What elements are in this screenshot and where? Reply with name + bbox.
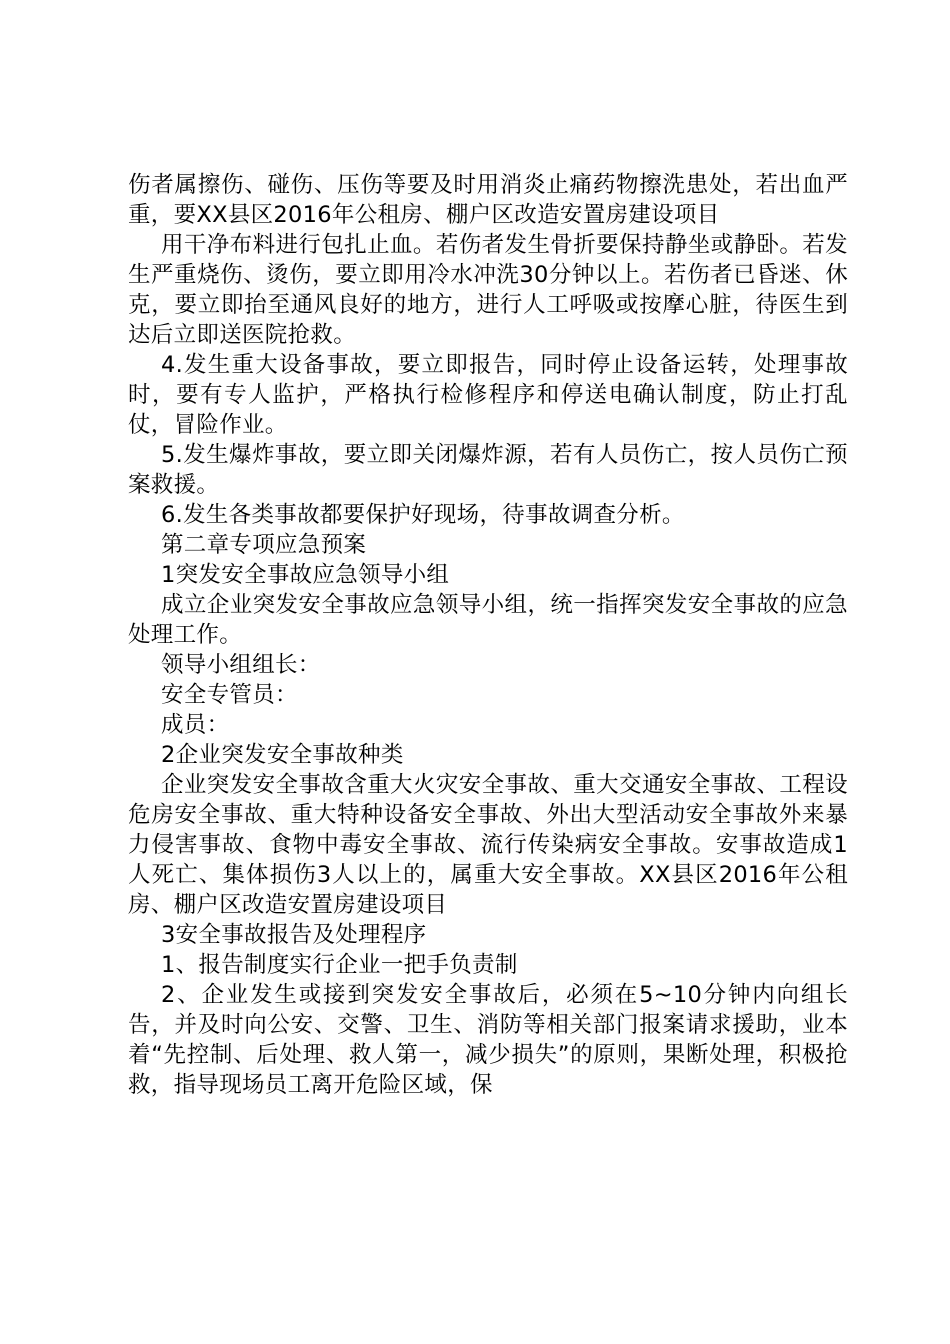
chapter-heading: 第二章专项应急预案 [161,532,367,558]
paragraph-1: 伤者属擦伤、碰伤、压伤等要及时用消炎止痛药物擦洗患处，若出血严重，要XX县区2016年公租房、棚户区改造安置房建设项目 [128,172,848,228]
section-heading-1: 1突发安全事故应急领导小组 [161,562,450,588]
leader-label: 领导小组组长： [161,652,321,678]
section-heading-2: 2企业突发安全事故种类 [161,742,404,768]
paragraph-15: 1、报告制度实行企业一把手负责制 [161,952,518,978]
paragraph-5: 6.发生各类事故都要保护好现场，待事故调查分析。 [161,502,685,528]
paragraph-4: 5.发生爆炸事故，要立即关闭爆炸源，若有人员伤亡，按人员伤亡预案救援。 [128,442,848,498]
section-heading-3: 3安全事故报告及处理程序 [161,922,427,948]
paragraph-3: 4.发生重大设备事故，要立即报告，同时停止设备运转，处理事故时，要有专人监护，严格执行检修程序和停送电确认制度，防止打乱仗，冒险作业。 [128,352,848,438]
paragraph-13: 企业突发安全事故含重大火灾安全事故、重大交通安全事故、工程设危房安全事故、重大特种设备安全事故、外出大型活动安全事故外来暴力侵害事故、食物中毒安全事故、流行传染病安全事故。安事故造成1人死亡、集体损伤3人以上的，属重大安全事故。XX县区2016年公租房、棚户区改造安置房建设项目 [128,772,848,918]
paragraph-16: 2、企业发生或接到突发安全事故后，必须在5~10分钟内向组长告，并及时向公安、交警、卫生、消防等相关部门报案请求援助，业本着“先控制、后处理、救人第一，减少损失”的原则，果断处理，积极抢救，指导现场员工离开危险区域，保 [128,982,848,1098]
paragraph-8: 成立企业突发安全事故应急领导小组，统一指挥突发安全事故的应急处理工作。 [128,592,848,648]
safety-officer-label: 安全专管员： [161,682,298,708]
members-label: 成员： [161,712,230,738]
paragraph-2: 用干净布料进行包扎止血。若伤者发生骨折要保持静坐或静卧。若发生严重烧伤、烫伤，要立即用冷水冲洗30分钟以上。若伤者已昏迷、休克，要立即抬至通风良好的地方，进行人工呼吸或按摩心脏，待医生到达后立即送医院抢救。 [128,232,848,348]
document-page [128,170,848,1100]
